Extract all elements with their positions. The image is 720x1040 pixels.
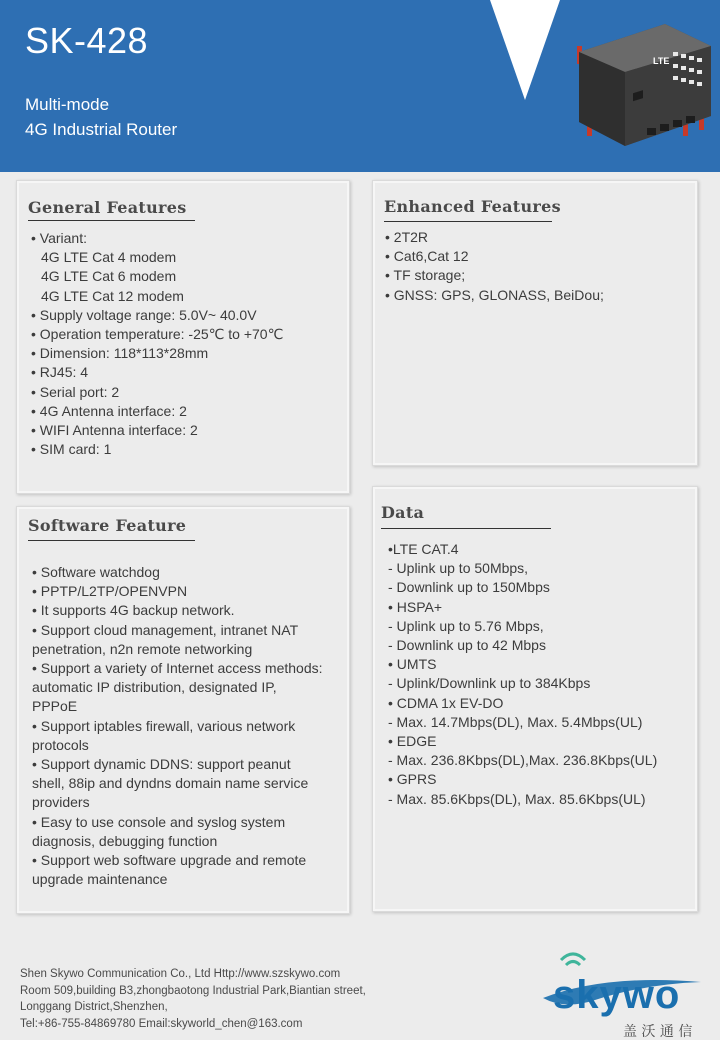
list-item: • It supports 4G backup network. bbox=[32, 602, 235, 619]
list-item: • HSPA+ bbox=[388, 598, 443, 615]
list-item: • 2T2R bbox=[385, 229, 429, 245]
list-item: • PPTP/L2TP/OPENVPN bbox=[32, 583, 188, 600]
product-subtitle-line2: 4G Industrial Router bbox=[25, 120, 178, 139]
list-item: • Easy to use console and syslog system bbox=[32, 813, 286, 830]
list-item: • Support cloud management, intranet NAT bbox=[32, 621, 299, 638]
enhanced-features-panel bbox=[372, 180, 698, 466]
list-item: PPPoE bbox=[32, 698, 78, 715]
list-item: • TF storage; bbox=[385, 267, 466, 284]
company-footer bbox=[20, 966, 366, 1032]
list-item: 4G LTE Cat 12 modem bbox=[41, 287, 184, 304]
list-item: - Max. 236.8Kbps(DL),Max. 236.8Kbps(UL) bbox=[388, 752, 658, 769]
list-item: - Uplink up to 5.76 Mbps, bbox=[388, 617, 544, 634]
product-subtitle-line1: Multi-mode bbox=[25, 95, 110, 114]
general-features-list bbox=[31, 229, 283, 459]
list-item: • RJ45: 4 bbox=[31, 364, 89, 381]
general-features-panel bbox=[16, 180, 350, 494]
router-device-image bbox=[565, 18, 715, 148]
list-item: protocols bbox=[32, 736, 89, 753]
header-notch-shape bbox=[490, 0, 560, 100]
list-item: •LTE CAT.4 bbox=[388, 541, 459, 557]
general-features-underline bbox=[28, 220, 195, 221]
list-item: - Uplink up to 50Mbps, bbox=[388, 560, 529, 577]
logo-brand-text: skywo bbox=[553, 973, 681, 1017]
software-feature-panel bbox=[16, 506, 350, 914]
enhanced-features-title: Enhanced Features bbox=[384, 197, 561, 216]
list-item: • Dimension: 118*113*28mm bbox=[31, 345, 209, 362]
list-item: • Variant: bbox=[31, 230, 87, 246]
list-item: • WIFI Antenna interface: 2 bbox=[31, 422, 198, 439]
logo-chinese-text: 盖 沃 通 信 bbox=[623, 1024, 693, 1040]
footer-company-line: Shen Skywo Communication Co., Ltd Http://www.szskywo.com bbox=[20, 968, 341, 980]
list-item: - Max. 14.7Mbps(DL), Max. 5.4Mbps(UL) bbox=[388, 713, 643, 730]
list-item: penetration, n2n remote networking bbox=[32, 640, 253, 657]
list-item: automatic IP distribution, designated IP, bbox=[32, 679, 277, 696]
software-feature-underline bbox=[28, 540, 195, 541]
list-item: 4G LTE Cat 4 modem bbox=[41, 249, 177, 266]
data-panel bbox=[372, 486, 698, 912]
list-item: providers bbox=[32, 794, 90, 811]
list-item: • Support dynamic DDNS: support peanut bbox=[32, 756, 291, 773]
list-item: • UMTS bbox=[388, 656, 437, 673]
device-badge-text: LTE bbox=[653, 56, 670, 66]
enhanced-features-underline bbox=[384, 221, 552, 222]
list-item: • GPRS bbox=[388, 771, 437, 788]
list-item: - Max. 85.6Kbps(DL), Max. 85.6Kbps(UL) bbox=[388, 790, 646, 807]
wifi-signal-icon bbox=[561, 954, 585, 960]
footer-district-line: Longgang District,Shenzhen, bbox=[20, 1001, 168, 1013]
list-item: • Operation temperature: -25℃ to +70℃ bbox=[31, 326, 284, 343]
list-item: • Support iptables firewall, various network bbox=[32, 717, 296, 734]
list-item: • 4G Antenna interface: 2 bbox=[31, 402, 187, 419]
list-item: upgrade maintenance bbox=[32, 871, 168, 888]
list-item: • Supply voltage range: 5.0V~ 40.0V bbox=[31, 306, 257, 323]
header-banner bbox=[0, 0, 720, 172]
product-title: SK-428 bbox=[25, 20, 149, 61]
general-features-title: General Features bbox=[28, 198, 187, 217]
enhanced-features-list bbox=[385, 228, 604, 305]
list-item: • GNSS: GPS, GLONASS, BeiDou; bbox=[385, 286, 604, 303]
list-item: • EDGE bbox=[388, 733, 437, 750]
software-feature-list bbox=[32, 563, 323, 889]
list-item: • Software watchdog bbox=[32, 564, 160, 580]
list-item: - Uplink/Downlink up to 384Kbps bbox=[388, 675, 591, 692]
list-item: • Serial port: 2 bbox=[31, 383, 120, 400]
list-item: shell, 88ip and dyndns domain name service bbox=[32, 775, 309, 792]
data-list bbox=[388, 540, 657, 809]
list-item: • Support a variety of Internet access methods: bbox=[32, 660, 323, 677]
list-item: • SIM card: 1 bbox=[31, 441, 112, 458]
skywo-logo bbox=[535, 940, 705, 1040]
list-item: - Downlink up to 150Mbps bbox=[388, 579, 550, 596]
list-item: • Support web software upgrade and remote bbox=[32, 852, 307, 869]
footer-address-line: Room 509,building B3,zhongbaotong Industrial Park,Biantian street, bbox=[20, 984, 366, 997]
list-item: - Downlink up to 42 Mbps bbox=[388, 637, 546, 654]
data-underline bbox=[381, 528, 551, 529]
list-item: • Cat6,Cat 12 bbox=[385, 248, 469, 265]
footer-contact-line: Tel:+86-755-84869780 Email:skyworld_chen@163.com bbox=[20, 1017, 303, 1030]
list-item: diagnosis, debugging function bbox=[32, 832, 218, 849]
data-title: Data bbox=[381, 503, 425, 522]
software-feature-title: Software Feature bbox=[28, 516, 187, 535]
list-item: • CDMA 1x EV-DO bbox=[388, 694, 504, 711]
list-item: 4G LTE Cat 6 modem bbox=[41, 268, 177, 285]
